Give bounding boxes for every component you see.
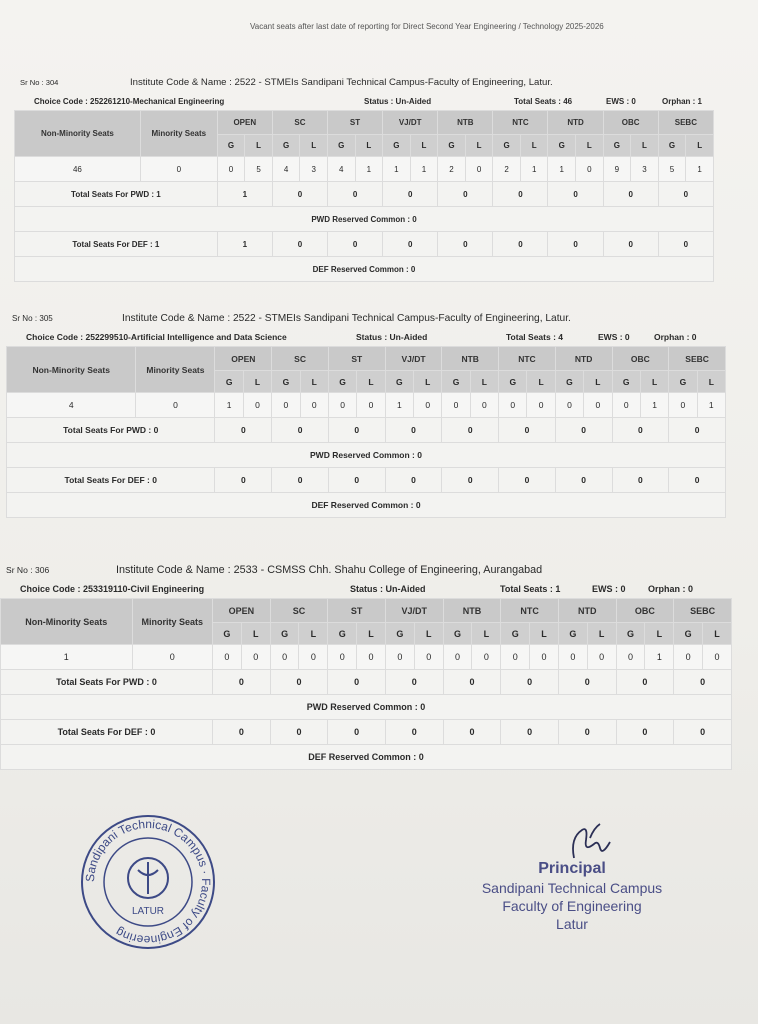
col-sub-g: G — [385, 623, 414, 645]
seat-value: 0 — [414, 393, 442, 418]
seat-value: 0 — [357, 645, 386, 670]
col-header-category: NTC — [493, 111, 548, 135]
col-sub-g: G — [674, 623, 703, 645]
col-header-category: OPEN — [213, 599, 271, 623]
col-sub-l: L — [414, 623, 443, 645]
def-value: 0 — [603, 232, 658, 257]
col-sub-l: L — [410, 135, 438, 157]
col-header-category: NTC — [501, 599, 559, 623]
total-seats: Total Seats : 4 — [506, 332, 563, 342]
seat-value: 1 — [215, 393, 243, 418]
pwd-total-label: Total Seats For PWD : 0 — [7, 418, 215, 443]
col-header-category: NTD — [555, 347, 612, 371]
pwd-value: 0 — [270, 670, 328, 695]
principal-line-2: Faculty of Engineering — [502, 898, 642, 914]
seat-value: 0 — [328, 393, 356, 418]
seat-value: 3 — [300, 157, 328, 182]
seat-value: 0 — [213, 645, 242, 670]
col-sub-g: G — [385, 371, 413, 393]
col-sub-l: L — [631, 135, 659, 157]
col-sub-l: L — [640, 371, 668, 393]
def-value: 0 — [272, 468, 329, 493]
pwd-value: 0 — [612, 418, 669, 443]
seat-value: 1 — [686, 157, 714, 182]
pwd-value: 0 — [603, 182, 658, 207]
seat-value: 0 — [527, 393, 555, 418]
seat-value: 1 — [645, 645, 674, 670]
pwd-value: 0 — [658, 182, 713, 207]
total-seats: Total Seats : 1 — [500, 584, 561, 594]
col-sub-g: G — [616, 623, 645, 645]
def-value: 0 — [501, 720, 559, 745]
def-value: 0 — [499, 468, 556, 493]
col-header-category: OPEN — [215, 347, 272, 371]
seat-value: 1 — [697, 393, 725, 418]
seat-value: 0 — [272, 393, 300, 418]
pwd-value: 0 — [213, 670, 271, 695]
orphan-count: Orphan : 0 — [648, 584, 694, 594]
col-sub-l: L — [527, 371, 555, 393]
col-sub-l: L — [530, 623, 559, 645]
seat-value: 3 — [631, 157, 659, 182]
pwd-value: 0 — [493, 182, 548, 207]
def-value: 0 — [548, 232, 603, 257]
col-sub-l: L — [470, 371, 498, 393]
seat-table — [0, 598, 732, 770]
seat-value: 0 — [300, 393, 328, 418]
def-reserved-common: DEF Reserved Common : 0 — [7, 493, 726, 518]
principal-line-1: Sandipani Technical Campus — [481, 880, 663, 896]
col-sub-l: L — [576, 135, 604, 157]
pwd-total-label: Total Seats For PWD : 1 — [15, 182, 218, 207]
col-header-category: OBC — [616, 599, 674, 623]
seat-block-305 — [6, 308, 726, 518]
seat-value: 0 — [328, 645, 357, 670]
sr-no: Sr No : 305 — [12, 313, 53, 323]
def-value: 0 — [674, 720, 732, 745]
col-sub-l: L — [465, 135, 493, 157]
col-sub-g: G — [443, 623, 472, 645]
col-sub-l: L — [703, 623, 732, 645]
pwd-value: 0 — [499, 418, 556, 443]
col-header-category: NTC — [499, 347, 556, 371]
def-value: 0 — [438, 232, 493, 257]
block-header-line — [14, 72, 714, 92]
stamp-ring-text: Sandipani Technical Campus · Faculty of Engineering — [82, 816, 214, 948]
pwd-value: 0 — [272, 418, 329, 443]
col-sub-g: G — [658, 135, 686, 157]
seat-value: 1 — [520, 157, 548, 182]
pwd-value: 0 — [555, 418, 612, 443]
col-sub-g: G — [270, 623, 299, 645]
def-value: 0 — [555, 468, 612, 493]
col-sub-g: G — [272, 371, 300, 393]
col-header-category: SEBC — [674, 599, 732, 623]
col-header-category: OBC — [612, 347, 669, 371]
block-header-line — [0, 560, 732, 580]
minority-value: 0 — [136, 393, 215, 418]
col-header-category: SEBC — [669, 347, 726, 371]
seat-value: 2 — [438, 157, 466, 182]
orphan-count: Orphan : 1 — [662, 96, 703, 106]
col-sub-l: L — [645, 623, 674, 645]
col-sub-g: G — [272, 135, 300, 157]
seat-value: 9 — [603, 157, 631, 182]
seat-value: 1 — [640, 393, 668, 418]
col-sub-l: L — [243, 371, 271, 393]
col-header-category: NTB — [442, 347, 499, 371]
col-header-category: SC — [272, 347, 329, 371]
institute-name: Institute Code & Name : 2522 - STMEIs Sandipani Technical Campus-Faculty of Engineering, Latur. — [130, 76, 553, 88]
ews-count: EWS : 0 — [606, 96, 636, 106]
pwd-value: 0 — [501, 670, 559, 695]
col-sub-l: L — [584, 371, 612, 393]
col-header-category: NTB — [443, 599, 501, 623]
col-header-non-minority: Non-Minority Seats — [15, 111, 141, 157]
col-sub-l: L — [414, 371, 442, 393]
seat-value: 0 — [616, 645, 645, 670]
col-sub-g: G — [493, 135, 521, 157]
pwd-value: 0 — [616, 670, 674, 695]
seat-value: 0 — [357, 393, 385, 418]
seat-block-306 — [0, 560, 732, 770]
seat-value: 0 — [555, 393, 583, 418]
pwd-value: 0 — [272, 182, 327, 207]
col-header-category: VJ/DT — [385, 599, 443, 623]
col-header-category: SC — [270, 599, 328, 623]
ews-count: EWS : 0 — [598, 332, 630, 342]
choice-line — [0, 580, 732, 598]
choice-line — [14, 92, 714, 110]
pwd-value: 0 — [385, 418, 442, 443]
col-sub-g: G — [213, 623, 242, 645]
def-value: 0 — [272, 232, 327, 257]
col-header-category: ST — [328, 347, 385, 371]
pwd-value: 0 — [438, 182, 493, 207]
seat-value: 2 — [493, 157, 521, 182]
seat-value: 0 — [470, 393, 498, 418]
status-text: Status : Un-Aided — [364, 96, 432, 106]
pwd-value: 0 — [443, 670, 501, 695]
col-sub-l: L — [300, 135, 328, 157]
pwd-value: 0 — [215, 418, 272, 443]
stamp-center-text: LATUR — [131, 906, 165, 917]
col-header-category: VJ/DT — [385, 347, 442, 371]
seat-table — [14, 110, 714, 282]
seat-value: 1 — [410, 157, 438, 182]
def-value: 0 — [327, 232, 382, 257]
col-sub-l: L — [357, 371, 385, 393]
col-header-category: NTD — [548, 111, 603, 135]
status-text: Status : Un-Aided — [356, 332, 428, 342]
col-header-non-minority: Non-Minority Seats — [7, 347, 136, 393]
col-sub-g: G — [603, 135, 631, 157]
seat-block-304 — [14, 72, 714, 282]
institute-name: Institute Code & Name : 2522 - STMEIs Sandipani Technical Campus-Faculty of Engineering, Latur. — [122, 312, 571, 324]
col-sub-l: L — [300, 371, 328, 393]
def-value: 0 — [443, 720, 501, 745]
seat-value: 0 — [414, 645, 443, 670]
col-header-minority: Minority Seats — [136, 347, 215, 393]
seat-value: 0 — [442, 393, 470, 418]
def-value: 0 — [558, 720, 616, 745]
seat-value: 0 — [576, 157, 604, 182]
def-value: 0 — [612, 468, 669, 493]
pwd-value: 0 — [385, 670, 443, 695]
orphan-count: Orphan : 0 — [654, 332, 697, 342]
seat-value: 0 — [443, 645, 472, 670]
principal-title: Principal — [538, 860, 606, 877]
col-sub-g: G — [612, 371, 640, 393]
seat-value: 0 — [217, 157, 245, 182]
def-total-label: Total Seats For DEF : 0 — [7, 468, 215, 493]
col-sub-g: G — [555, 371, 583, 393]
col-sub-l: L — [241, 623, 270, 645]
pwd-value: 0 — [669, 418, 726, 443]
col-header-category: ST — [327, 111, 382, 135]
def-value: 0 — [658, 232, 713, 257]
col-sub-l: L — [520, 135, 548, 157]
col-sub-g: G — [215, 371, 243, 393]
pwd-reserved-common: PWD Reserved Common : 0 — [7, 443, 726, 468]
col-header-category: OPEN — [217, 111, 272, 135]
sr-no: Sr No : 306 — [6, 565, 50, 575]
seat-value: 0 — [530, 645, 559, 670]
col-header-category: NTB — [438, 111, 493, 135]
choice-code: Choice Code : 253319110-Civil Engineering — [20, 584, 205, 594]
non-minority-value: 1 — [1, 645, 133, 670]
seat-value: 0 — [299, 645, 328, 670]
def-value: 0 — [215, 468, 272, 493]
col-header-minority: Minority Seats — [132, 599, 212, 645]
col-header-category: ST — [328, 599, 386, 623]
pwd-value: 0 — [383, 182, 438, 207]
col-header-category: NTD — [558, 599, 616, 623]
def-value: 0 — [383, 232, 438, 257]
col-sub-l: L — [245, 135, 273, 157]
principal-signature-block — [462, 820, 682, 932]
minority-value: 0 — [140, 157, 217, 182]
col-header-category: VJ/DT — [383, 111, 438, 135]
def-value: 0 — [328, 720, 386, 745]
status-text: Status : Un-Aided — [350, 584, 426, 594]
seat-value: 1 — [355, 157, 383, 182]
seat-value: 0 — [270, 645, 299, 670]
seat-value: 0 — [703, 645, 732, 670]
seat-value: 5 — [245, 157, 273, 182]
pwd-value: 0 — [328, 418, 385, 443]
def-total-label: Total Seats For DEF : 0 — [1, 720, 213, 745]
seat-value: 4 — [327, 157, 355, 182]
seat-value: 0 — [501, 645, 530, 670]
pwd-value: 0 — [674, 670, 732, 695]
col-sub-g: G — [327, 135, 355, 157]
def-value: 0 — [493, 232, 548, 257]
col-sub-l: L — [299, 623, 328, 645]
col-sub-g: G — [558, 623, 587, 645]
seat-value: 0 — [674, 645, 703, 670]
seat-value: 0 — [587, 645, 616, 670]
pwd-total-label: Total Seats For PWD : 0 — [1, 670, 213, 695]
seat-value: 0 — [584, 393, 612, 418]
total-seats: Total Seats : 46 — [514, 96, 573, 106]
seat-value: 0 — [385, 645, 414, 670]
col-sub-l: L — [472, 623, 501, 645]
choice-code: Choice Code : 252299510-Artificial Intelligence and Data Science — [26, 332, 287, 342]
seat-value: 4 — [272, 157, 300, 182]
col-sub-l: L — [357, 623, 386, 645]
non-minority-value: 46 — [15, 157, 141, 182]
def-reserved-common: DEF Reserved Common : 0 — [1, 745, 732, 770]
seat-value: 0 — [612, 393, 640, 418]
seat-value: 0 — [558, 645, 587, 670]
seat-value: 0 — [465, 157, 493, 182]
pwd-value: 0 — [558, 670, 616, 695]
def-value: 0 — [442, 468, 499, 493]
ews-count: EWS : 0 — [592, 584, 626, 594]
page-header: Vacant seats after last date of reporting for Direct Second Year Engineering / Technology 2025-2026 — [250, 22, 604, 31]
col-header-minority: Minority Seats — [140, 111, 217, 157]
def-value: 0 — [385, 720, 443, 745]
col-sub-g: G — [442, 371, 470, 393]
col-sub-l: L — [587, 623, 616, 645]
def-value: 0 — [616, 720, 674, 745]
seat-value: 0 — [243, 393, 271, 418]
col-sub-g: G — [217, 135, 245, 157]
sr-no: Sr No : 304 — [20, 77, 59, 87]
col-header-category: SC — [272, 111, 327, 135]
seat-value: 1 — [385, 393, 413, 418]
def-value: 0 — [328, 468, 385, 493]
seat-value: 1 — [548, 157, 576, 182]
principal-line-3: Latur — [556, 916, 588, 932]
seat-value: 1 — [383, 157, 411, 182]
def-value: 0 — [213, 720, 271, 745]
col-header-category: SEBC — [658, 111, 713, 135]
minority-value: 0 — [132, 645, 212, 670]
def-reserved-common: DEF Reserved Common : 0 — [15, 257, 714, 282]
pwd-value: 1 — [217, 182, 272, 207]
seat-table — [6, 346, 726, 518]
pwd-value: 0 — [327, 182, 382, 207]
seat-value: 0 — [472, 645, 501, 670]
def-value: 0 — [385, 468, 442, 493]
col-sub-g: G — [328, 371, 356, 393]
col-sub-g: G — [328, 623, 357, 645]
col-sub-g: G — [383, 135, 411, 157]
seat-value: 0 — [241, 645, 270, 670]
pwd-value: 0 — [328, 670, 386, 695]
def-value: 1 — [217, 232, 272, 257]
seat-value: 5 — [658, 157, 686, 182]
col-sub-l: L — [686, 135, 714, 157]
def-value: 0 — [270, 720, 328, 745]
pwd-value: 0 — [442, 418, 499, 443]
col-header-category: OBC — [603, 111, 658, 135]
seat-value: 0 — [499, 393, 527, 418]
col-sub-g: G — [501, 623, 530, 645]
col-sub-g: G — [499, 371, 527, 393]
def-total-label: Total Seats For DEF : 1 — [15, 232, 218, 257]
pwd-reserved-common: PWD Reserved Common : 0 — [1, 695, 732, 720]
col-sub-l: L — [355, 135, 383, 157]
pwd-value: 0 — [548, 182, 603, 207]
col-sub-g: G — [669, 371, 697, 393]
col-sub-g: G — [438, 135, 466, 157]
def-value: 0 — [669, 468, 726, 493]
col-sub-l: L — [697, 371, 725, 393]
pwd-reserved-common: PWD Reserved Common : 0 — [15, 207, 714, 232]
college-stamp — [78, 812, 218, 952]
choice-line — [6, 328, 726, 346]
non-minority-value: 4 — [7, 393, 136, 418]
block-header-line — [6, 308, 726, 328]
col-header-non-minority: Non-Minority Seats — [1, 599, 133, 645]
col-sub-g: G — [548, 135, 576, 157]
seat-value: 0 — [669, 393, 697, 418]
institute-name: Institute Code & Name : 2533 - CSMSS Chh. Shahu College of Engineering, Aurangabad — [116, 564, 543, 576]
choice-code: Choice Code : 252261210-Mechanical Engineering — [34, 96, 225, 106]
